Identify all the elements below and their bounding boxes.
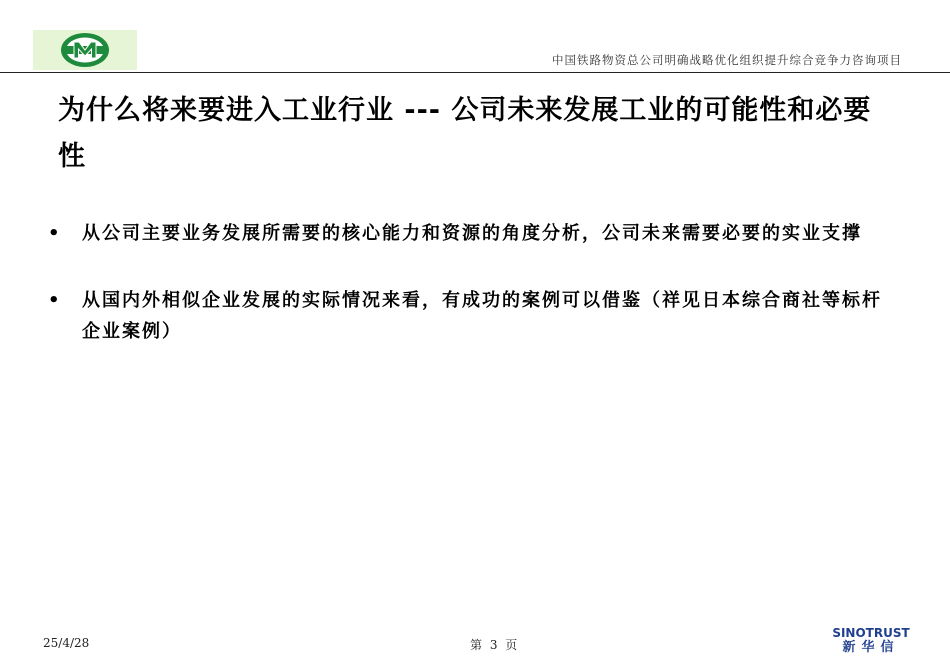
bullet-text: 从公司主要业务发展所需要的核心能力和资源的角度分析，公司未来需要必要的实业支撑: [82, 223, 862, 244]
bullet-list: [48, 218, 898, 383]
bullet-item: [48, 218, 898, 249]
footer-date: 25/4/28: [43, 636, 90, 650]
bullet-text: 从国内外相似企业发展的实际情况来看，有成功的案例可以借鉴（祥见日本综合商社等标杆企业案例）: [82, 290, 882, 342]
page-number: 第 3 页: [470, 638, 520, 652]
brand-name-en: SINOTRUST: [832, 626, 910, 640]
brand-name-cn: 新华信: [842, 640, 900, 655]
project-title: 中国铁路物资总公司明确战略优化组织提升综合竞争力咨询项目: [552, 53, 902, 67]
metro-m-logo-icon: [59, 31, 111, 69]
sinotrust-logo: [828, 626, 914, 656]
slide-title: 为什么将来要进入工业行业 --- 公司未来发展工业的可能性和必要性: [58, 95, 872, 172]
bullet-marker: •: [48, 223, 62, 244]
company-logo: [33, 30, 137, 70]
header-divider: [0, 72, 950, 73]
bullet-item: [48, 285, 898, 347]
bullet-marker: •: [48, 290, 62, 311]
